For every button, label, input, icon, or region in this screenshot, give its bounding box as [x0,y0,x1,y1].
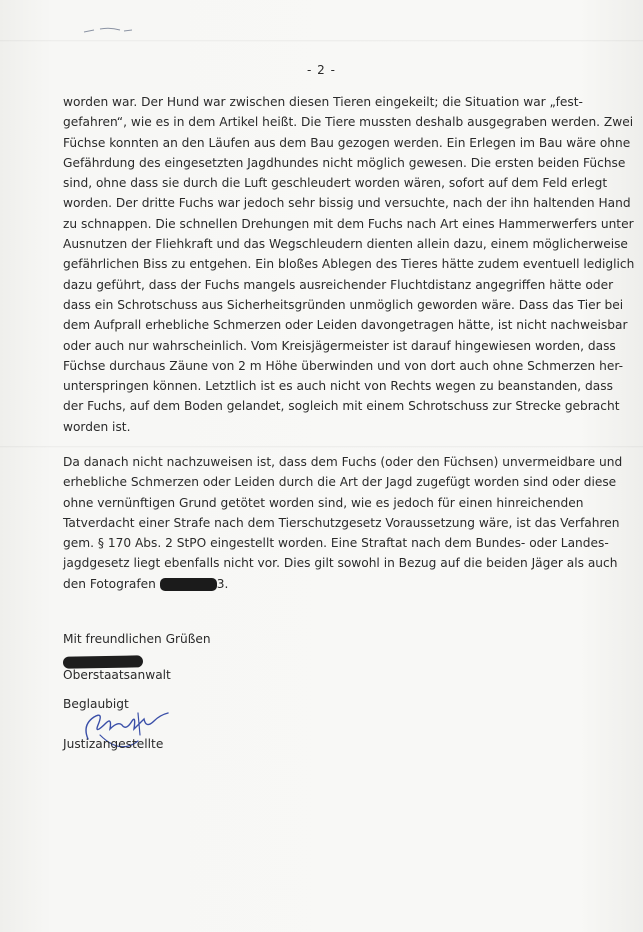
text-line: dass ein Schrotschuss aus Sicherheitsgründen unmöglich geworden wäre. Dass das Tier bei [63,297,624,312]
text-line: jagdgesetz liegt ebenfalls nicht vor. Dies gilt sowohl in Bezug auf die beiden Jäger als auch [63,556,618,571]
text-line: ohne vernünftigen Grund getötet worden sind, wie es jedoch für einen hinreichenden [63,495,584,510]
clerk-title: Justizangestellte [63,737,164,751]
text-line: zu schnappen. Die schnellen Drehungen mit dem Fuchs nach Art eines Hammerwerfers unter [63,216,634,231]
text-line: gefahren“, wie es in dem Artikel heißt. Die Tiere mussten deshalb ausgegraben werden. Zwei [63,115,634,130]
text-line: dazu geführt, dass der Fuchs mangels ausreichender Fluchtdistanz angegriffen hätte oder [63,277,614,292]
top-margin-mark [80,18,140,38]
text-fragment: den Fotografen [63,576,160,591]
greeting: Mit freundlichen Grüßen [63,632,211,646]
text-line: gefährlichen Biss zu entgehen. Ein bloßes Ablegen des Tieres hätte zudem eventuell lediglich [63,257,635,272]
text-line: Da danach nicht nachzuweisen ist, dass dem Fuchs (oder den Füchsen) unvermeidbare und [63,455,623,469]
paragraph-2 [63,452,623,594]
text-fragment: 3. [216,576,229,591]
text-line: Tatverdacht einer Strafe nach dem Tierschutzgesetz Voraussetzung wäre, ist das Verfahren [63,515,620,530]
text-line: erhebliche Schmerzen oder Leiden durch die Art der Jagd zugefügt worden sind oder diese [63,475,617,490]
page-number: - 2 - [307,63,336,77]
certification-note: Beglaubigt [63,697,129,711]
text-line: worden war. Der Hund war zwischen diesen Tieren eingekeilt; die Situation war „fest- [63,95,583,109]
text-line: gem. § 170 Abs. 2 StPO eingestellt worden. Eine Straftat nach dem Bundes- oder Landes- [63,536,609,551]
text-line: oder auch nur wahrscheinlich. Vom Kreisjägermeister ist darauf hingewiesen worden, dass [63,338,616,353]
redaction-mark [63,655,143,668]
text-line: worden. Der dritte Fuchs war jedoch sehr bissig und versuchte, nach der ihn haltenden Hand [63,196,631,211]
handwritten-signature [60,695,180,765]
text-line: worden ist. [63,419,131,434]
last-text-line [63,574,583,594]
paragraph-1 [63,92,635,437]
text-line: Gefährdung des eingesetzten Jagdhundes nicht möglich gewesen. Die ersten beiden Füchse [63,155,626,170]
text-line: Füchse konnten an den Läufen aus dem Bau gezogen werden. Ein Erlegen im Bau wäre ohne [63,135,631,150]
text-line: Ausnutzen der Fliehkraft und das Wegschleudern dienten allein dazu, einem möglicherweise [63,237,628,252]
text-line: sind, ohne dass sie durch die Luft geschleudert worden wären, sofort auf dem Feld erlegt [63,176,608,191]
official-title: Oberstaatsanwalt [63,668,171,682]
text-line: unterspringen können. Letztlich ist es auch nicht von Rechts wegen zu beanstanden, dass [63,379,613,394]
text-line: dem Aufprall erhebliche Schmerzen oder Leiden davongetragen hätte, ist nicht nachweisbar [63,318,628,333]
text-line: Füchse durchaus Zäune von 2 m Höhe überwinden und von dort auch ohne Schmerzen her- [63,358,623,373]
redaction-mark [160,578,217,591]
text-line: der Fuchs, auf dem Boden gelandet, sogleich mit einem Schrotschuss zur Strecke gebracht [63,399,620,414]
paper-crease [0,446,643,448]
paper-crease [0,40,643,42]
